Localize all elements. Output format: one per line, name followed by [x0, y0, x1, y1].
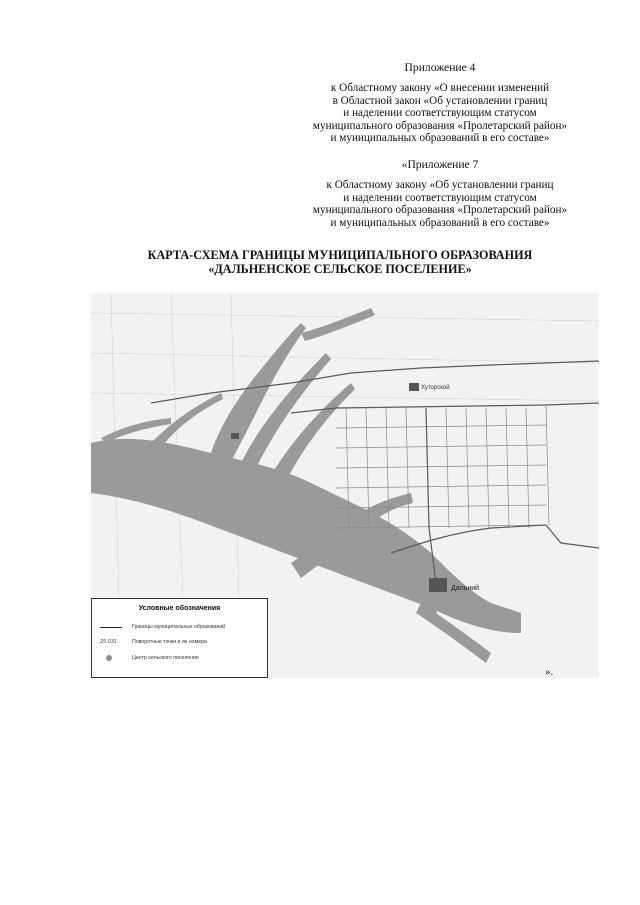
appendix-7-line: и наделении соответствующим статусом	[343, 191, 537, 204]
legend-text: Центр сельского поселения	[132, 655, 199, 661]
appendix-4-line: муниципального образования «Пролетарский район»	[312, 119, 568, 132]
appendix-7-block	[290, 159, 590, 229]
boundary-line-icon	[100, 627, 122, 628]
legend-row-boundary	[98, 623, 263, 633]
legend-symbol	[98, 654, 126, 664]
settlement-center-dot-icon	[106, 655, 112, 661]
map-legend	[91, 598, 268, 678]
legend-text: Границы муниципальных образований	[132, 624, 226, 630]
legend-text: Поворотные точки и их номера	[132, 639, 207, 645]
legend-symbol	[98, 638, 126, 648]
title-line-1: КАРТА-СХЕМА ГРАНИЦЫ МУНИЦИПАЛЬНОГО ОБРАЗОВАНИЯ	[147, 248, 533, 262]
appendix-7-line: муниципального образования «Пролетарский район»	[312, 204, 568, 217]
title-line-2: «ДАЛЬНЕНСКОЕ СЕЛЬСКОЕ ПОСЕЛЕНИЕ»	[208, 262, 472, 276]
legend-row-points	[98, 638, 263, 648]
legend-symbol	[98, 623, 126, 633]
appendix-7-line: и муниципальных образований в его составе»	[330, 216, 550, 229]
document-title	[60, 248, 620, 276]
appendix-4-heading: Приложение 4	[404, 61, 476, 74]
legend-title: Условные обозначения	[138, 605, 221, 612]
appendix-4-line: и муниципальных образований в его составе»	[330, 132, 550, 145]
appendix-4-line: к Областному закону «О внесении изменений	[330, 82, 550, 95]
legend-row-center	[98, 654, 263, 664]
closing-mark: ».	[545, 666, 554, 678]
appendix-4-line: и наделении соответствующим статусом	[343, 107, 537, 120]
appendix-4-block	[290, 62, 590, 144]
appendix-7-line: к Областному закону «Об установлении границ	[326, 179, 554, 192]
appendix-4-line: в Областной закон «Об установлении границ	[332, 94, 548, 107]
map-label-place2: Хуторской	[421, 385, 450, 391]
map-label-place1: Дальний	[451, 585, 480, 592]
point-number-sample: 25.031	[100, 639, 117, 645]
appendix-7-heading: «Приложение 7	[401, 158, 479, 171]
